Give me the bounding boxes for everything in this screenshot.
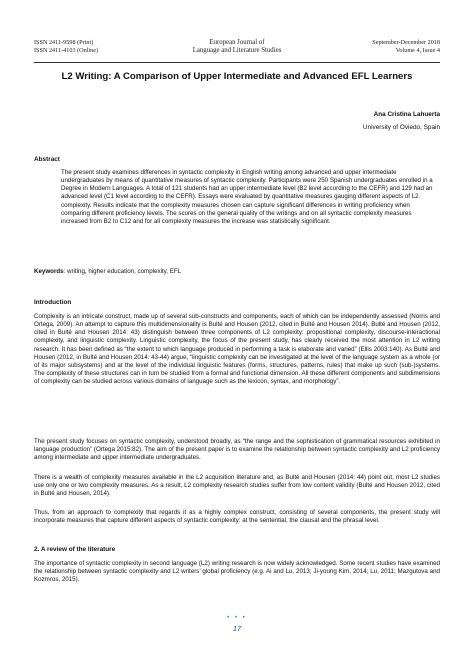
page-number: 17	[232, 624, 242, 633]
keywords-text: : writing, higher education, complexity, EFL	[63, 268, 182, 275]
intro-paragraph-1: Complexity is an intricate construct, made up of several sub-constructs and components, each of which can be independently assessed (Norris and Ortega, 2009). An attempt to capture this multidimensionality is Bulté and Housen (2012, cited in Bulté and Housen 2014). Bulté and Housen (2012, cited in Bulté and Housen 2014: 43) distinguish between three components of L2 complexity: propositional complexity, discourse-interactional complexity, and linguistic complexity. Linguistic complexity, the focus of the present study, has clearly received the most attention in L2 writing research. It has been defined as “the extent to which language produced in performing a task is elaborate and varied” (Ellis 2003:140). As Bulté and Housen (2012, in Bulté and Housen 2014: 43-44) argue, “linguistic complexity can be investigated at the level of the language system as a whole (or of its major subsystems) and at the level of the individual linguistic features (forms, structures, patterns, rules) that make up such (sub-)systems. The complexity of these structures can in turn be studied from a formal and functional dimension. All these different components and subdimensions of complexity can be studied across various domains of language such as the lexicon, syntax, and morphology”.	[34, 313, 440, 386]
paper-title: L2 Writing: A Comparison of Upper Intermediate and Advanced EFL Learners	[61, 71, 413, 82]
running-header	[34, 39, 440, 61]
header-rule	[34, 62, 440, 63]
issue-date: September-December 2018	[372, 39, 440, 46]
intro-paragraph-2: The present study focuses on syntactic complexity, understood broadly, as “the range and the sophistication of grammatical resources exhibited in language production” (Ortega 2015:82). The aim of the present paper is to examine the relationship between syntactic complexity and L2 proficiency among intermediate and upper intermediate undergraduates.	[34, 438, 440, 462]
review-paragraph-1: The importance of syntactic complexity in second language (L2) writing research is now widely acknowledged. Some recent studies have examined the relationship between syntactic complexity and L2 writers’ global proficiency (e.g. Ai and Lu, 2013; Ji-young Kim, 2014; Lu, 2011; Mazgutova and Kozmros, 2015).	[34, 560, 440, 584]
intro-paragraph-3: There is a wealth of complexity measures available in the L2 acquisition literature and, as Bulté and Housen (2014: 44) point out, most L2 studies use only one or two complexity measures. As a result, L2 complexity research studies suffer from low content validity (Bulté and Housen 2012, cited in Bulté and Housen, 2014).	[34, 474, 440, 498]
review-heading: 2. A review of the literature	[34, 546, 116, 553]
journal-name-line2: Language and Literature Studies	[192, 47, 282, 54]
page-ornament-dots: • • •	[227, 615, 247, 621]
journal-name-line1: European Journal of	[209, 39, 265, 46]
issue-block	[372, 39, 440, 54]
issn-online: ISSN 2411-4103 (Online)	[34, 46, 99, 54]
author-name: Ana Cristina Lahuerta	[373, 111, 440, 118]
issn-print: ISSN 2411-9598 (Print)	[34, 39, 94, 46]
introduction-heading: Introduction	[34, 299, 72, 306]
intro-paragraph-4: Thus, from an approach to complexity that regards it as a highly complex construct, consisting of several components, the present study will incorporate measures that capture different aspects of syntactic complexity: at the sentential, the clausal and the phrasal level.	[34, 509, 440, 525]
issue-volume: Volume 4, Issue 4	[395, 46, 440, 54]
abstract-heading: Abstract	[34, 156, 60, 163]
keywords-line	[34, 268, 440, 276]
keywords-label: Keywords	[34, 268, 64, 275]
abstract-text: The present study examines differences in syntactic complexity in English writing among advanced and upper intermediate undergraduates by means of quantitative measures of syntactic complexity. Participants were 250 Spanish undergraduates enrolled in a Degree in Modern Languages. A total of 121 students had an upper intermediate level (B2 level according to the CEFR) and 129 had an advanced level (C1 level according to the CEFR). Essays were evaluated by quantitative measures gauging different aspects of L2 complexity. Results indicate that the complexity measures chosen can capture significant differences in writing proficiency when comparing different proficiency levels. The scores on the general quality of the writings and on all syntactic complexity measures increased from B2 to C12 and for all complexity measures the increase was statistically significant.	[61, 169, 433, 225]
author-affiliation: University of Oviedo, Spain	[362, 124, 440, 131]
